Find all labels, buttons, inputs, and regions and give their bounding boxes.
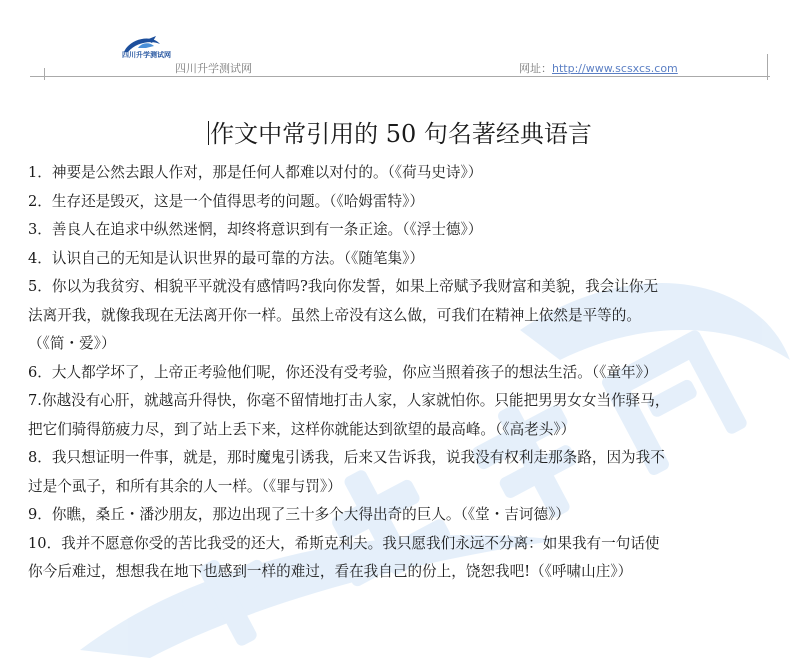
header-divider: [30, 76, 770, 77]
body-line: 2．生存还是毁灭，这是一个值得思考的问题。（《哈姆雷特》）: [28, 192, 425, 210]
body-line: 10．我并不愿意你受的苦比我受的还大，希斯克利夫。我只愿我们永远不分离：如果我有一句话使: [28, 534, 660, 552]
site-url: [519, 60, 678, 76]
header-corner-mark-left: [44, 68, 45, 80]
body-line: 5．你以为我贫穷、相貌平平就没有感情吗?我向你发誓，如果上帝赋予我财富和美貌，我会让你无: [28, 278, 659, 295]
body-line: 把它们骑得筋疲力尽，到了站上丢下来，这样你就能达到欲望的最高峰。（《高老头》）: [28, 420, 576, 438]
body-line: 法离开我，就像我现在无法离开你一样。虽然上帝没有这么做，可我们在精神上依然是平等的。: [28, 306, 641, 324]
body-line: 3．善良人在追求中纵然迷惘，却终将意识到有一条正途。（《浮士德》）: [28, 221, 483, 238]
body-line: 你今后难过，想想我在地下也感到一样的难过，看在我自己的份上，饶恕我吧!（《呼啸山庄》）: [28, 563, 633, 580]
url-link[interactable]: http://www.scsxcs.com: [552, 62, 678, 75]
logo-text: 四川升学测试网: [122, 51, 171, 59]
body-line: 过是个虱子，和所有其余的人一样。（《罪与罚》）: [28, 477, 342, 495]
body-line: 7.你越没有心肝，就越高升得快，你毫不留情地打击人家，人家就怕你。只能把男男女女当作驿马，: [28, 392, 670, 409]
page-header: [0, 0, 800, 80]
body-line: 6．大人都学坏了，上帝正考验他们呢，你还没有受考验，你应当照着孩子的想法生活。（《童年》）: [28, 363, 658, 381]
text-cursor: [208, 121, 209, 145]
body-line: （《简・爱》）: [28, 335, 116, 352]
document-title: 作文中常引用的 50 句名著经典语言: [210, 120, 592, 148]
body-line: 9．你瞧，桑丘・潘沙朋友，那边出现了三十多个大得出奇的巨人。（《堂・吉诃德》）: [28, 506, 570, 523]
site-logo[interactable]: [116, 34, 176, 62]
body-line: 8．我只想证明一件事，就是，那时魔鬼引诱我，后来又告诉我，说我没有权利走那条路，因为我不: [28, 449, 665, 466]
document-title-row: [0, 114, 800, 149]
url-label: 网址：: [519, 62, 552, 75]
body-line: 4．认识自己的无知是认识世界的最可靠的方法。（《随笔集》）: [28, 249, 425, 267]
document-body[interactable]: [28, 159, 774, 587]
site-name: 四川升学测试网: [175, 62, 252, 75]
body-line: 1．神要是公然去跟人作对，那是任何人都难以对付的。（《荷马史诗》）: [28, 164, 483, 181]
